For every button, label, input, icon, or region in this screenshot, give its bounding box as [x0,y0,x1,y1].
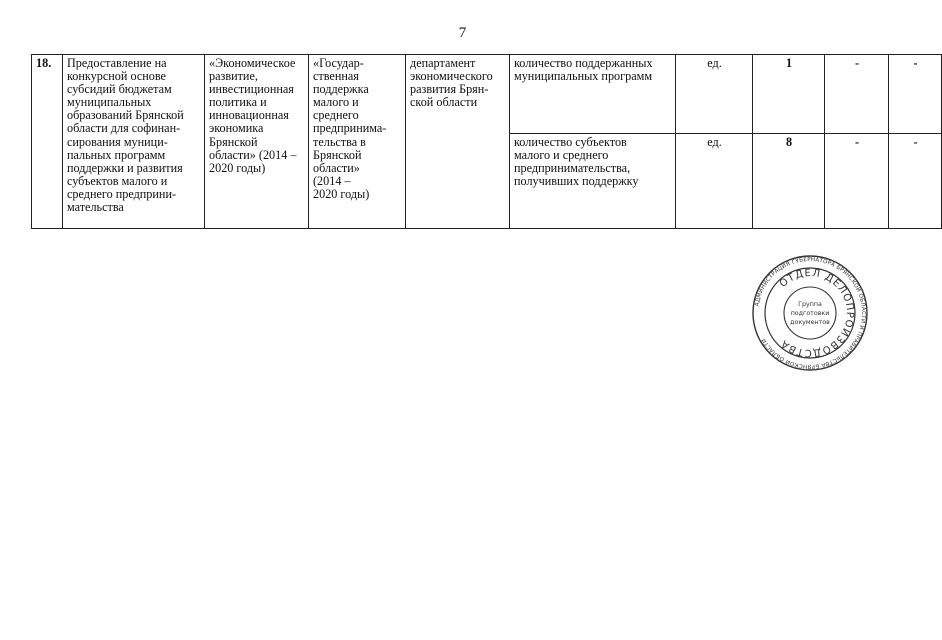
stamp-center-line: документов [790,319,830,326]
subprogram-cell: «Государ- ственная поддержка малого и среднего предпринима- тельства в Брянской области» (2014 – 2020 годы) [309,55,406,229]
row-number: 18. [32,55,63,229]
dash-cell: - [825,134,889,229]
stamp-inner-text: ОТДЕЛ ДЕЛОПРОИЗВОДСТВА [777,267,856,359]
page-number: 7 [458,25,467,41]
stamp-center-line: Группа [798,301,822,308]
office-stamp [751,254,869,372]
unit-cell: ед. [676,55,753,134]
dash-cell: - [825,55,889,134]
unit-cell: ед. [676,134,753,229]
indicator-name-cell: количество субъектов малого и среднего предпринимательства, получивших поддержку [510,134,676,229]
executor-cell: департамент экономического развития Брян- ской области [406,55,510,229]
program-cell: «Экономическое развитие, инвестиционная политика и инновационная экономика Брянской области» (2014 – 2020 годы) [205,55,309,229]
action-cell: Предоставление на конкурсной основе субсидий бюджетам муниципальных образований Брянской области для софинан- сирования муници- пальных программ поддержки и развития субъектов малого и среднего предприни- мательства [63,55,205,229]
value-cell: 1 [753,55,825,134]
value-cell: 8 [753,134,825,229]
dash-cell: - [889,134,942,229]
table-row [32,55,942,134]
program-table [31,54,942,229]
dash-cell: - [889,55,942,134]
stamp-outer-text: АДМИНИСТРАЦИЯ ГУБЕРНАТОРА БРЯНСКОЙ ОБЛАСТИ И ПРАВИТЕЛЬСТВА БРЯНСКОЙ ОБЛАСТИ [754,256,867,370]
indicator-name-cell: количество поддержанных муниципальных программ [510,55,676,134]
stamp-center-line: подготовки [790,310,830,317]
